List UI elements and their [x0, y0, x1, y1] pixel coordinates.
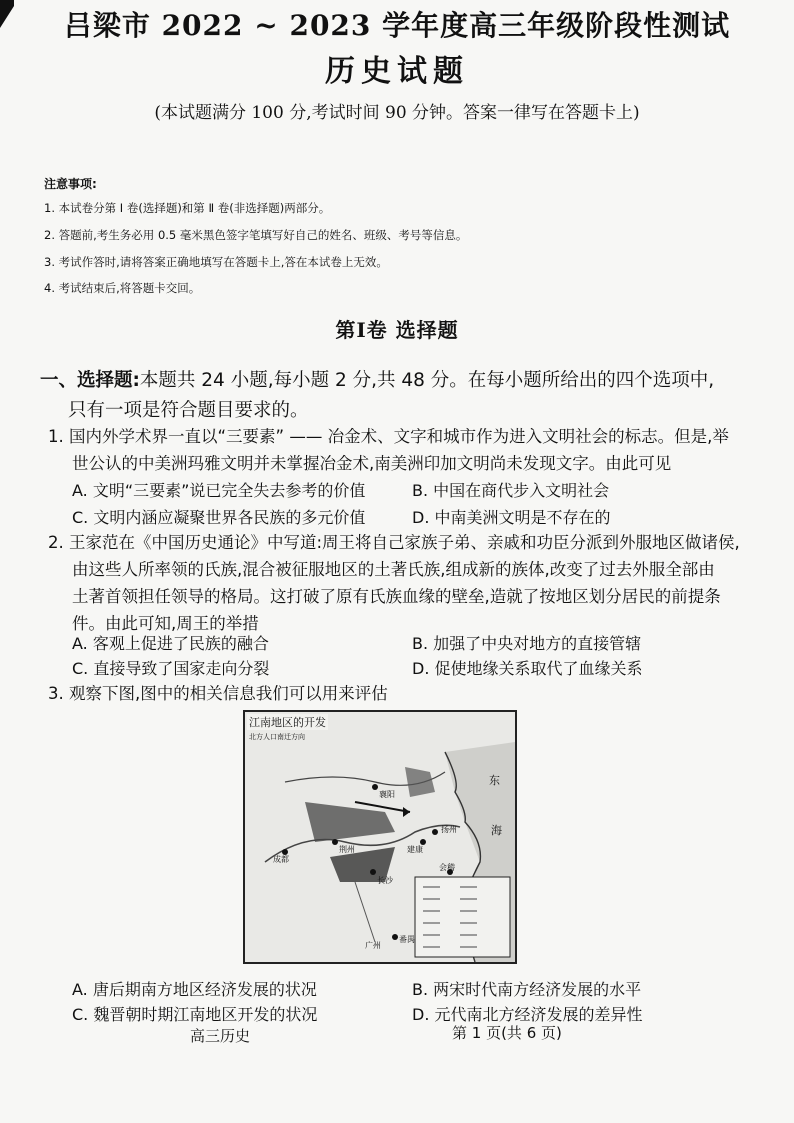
map-label: 东 [489, 774, 500, 787]
q1-option-d[interactable]: D. 中南美洲文明是不存在的 [412, 508, 611, 527]
exam-title: 吕梁市 2022 ~ 2023 学年度高三年级阶段性测试 [63, 9, 731, 42]
exam-instructions: (本试题满分 100 分,考试时间 90 分钟。答案一律写在答题卡上) [154, 103, 640, 123]
note-item: 4. 考试结束后,将答题卡交回。 [44, 281, 201, 295]
question-2-line: 件。由此可知,周王的举措 [72, 614, 259, 633]
q2-option-c[interactable]: C. 直接导致了国家走向分裂 [72, 659, 270, 678]
city-dot [372, 784, 378, 790]
q3-option-a[interactable]: A. 唐后期南方地区经济发展的状况 [72, 980, 317, 999]
migration-arrow [405, 767, 435, 797]
question-3 [48, 680, 768, 707]
map-label: 建康 [407, 845, 423, 854]
question-2-line: 2. 王家范在《中国历史通论》中写道:周王将自己家族子弟、亲戚和功臣分派到外服地区做诸侯, [48, 533, 740, 552]
q1-option-c[interactable]: C. 文明内涵应凝聚世界各民族的多元价值 [72, 508, 366, 527]
city-dot [432, 829, 438, 835]
question-1-line: 世公认的中美洲玛雅文明并未掌握冶金术,南美洲印加文明尚未发现文字。由此可见 [72, 454, 672, 473]
arrow-head [403, 807, 410, 817]
q3-option-c[interactable]: C. 魏晋朝时期江南地区开发的状况 [72, 1005, 318, 1024]
migration-arrow [305, 802, 395, 842]
footer-page-number: 第 1 页(共 6 页) [452, 1024, 562, 1042]
map-label: 会稽 [439, 863, 455, 872]
q1-option-a[interactable]: A. 文明“三要素”说已完全失去参考的价值 [72, 481, 366, 500]
note-item: 2. 答题前,考生务必用 0.5 毫米黑色签字笔填写好自己的姓名、班级、考号等信息。 [44, 228, 468, 242]
part-text-line1: 本题共 24 小题,每小题 2 分,共 48 分。在每小题所给出的四个选项中, [139, 370, 715, 391]
question-2 [48, 529, 768, 637]
section-title: 第Ⅰ卷 选择题 [335, 318, 459, 342]
note-item: 1. 本试卷分第 Ⅰ 卷(选择题)和第 Ⅱ 卷(非选择题)两部分。 [44, 201, 331, 215]
map-label: 广州 [365, 941, 381, 950]
map-label: 襄阳 [379, 790, 395, 799]
map-figure [245, 712, 515, 962]
q2-option-b[interactable]: B. 加强了中央对地方的直接管辖 [412, 634, 642, 653]
note-item: 3. 考试作答时,请将答案正确地填写在答题卡上,答在本试卷上无效。 [44, 255, 388, 269]
q3-option-d[interactable]: D. 元代南北方经济发展的差异性 [412, 1005, 643, 1024]
q2-option-d[interactable]: D. 促使地缘关系取代了血缘关系 [412, 659, 643, 678]
footer-subject: 高三历史 [190, 1027, 251, 1045]
city-dot [332, 839, 338, 845]
map-label: 成都 [273, 855, 289, 864]
q1-option-b[interactable]: B. 中国在商代步入文明社会 [412, 481, 610, 500]
notes-title: 注意事项: [44, 177, 97, 191]
city-dot [370, 869, 376, 875]
question-1 [48, 423, 768, 477]
map-label: 长沙 [377, 876, 393, 885]
xiang-river [355, 882, 375, 942]
map-label: 海 [491, 824, 502, 837]
city-dot [392, 934, 398, 940]
question-2-line: 土著首领担任领导的格局。这打破了原有氏族血缘的壁垒,造就了按地区划分居民的前提条 [72, 587, 721, 606]
map-label: 番禺 [399, 935, 415, 944]
jiangnan-development-map [243, 710, 517, 964]
map-title: 江南地区的开发 [249, 716, 326, 729]
question-3-line: 3. 观察下图,图中的相关信息我们可以用来评估 [48, 684, 388, 703]
exam-subject-title: 历史试题 [325, 54, 469, 89]
part-label: 一、选择题: [40, 370, 140, 391]
question-2-line: 由这些人所率领的氏族,混合被征服地区的土著氏族,组成新的族体,改变了过去外服全部由 [72, 560, 715, 579]
part-heading [40, 366, 760, 426]
map-label: 荆州 [339, 845, 355, 854]
part-text-line2: 只有一项是符合题目要求的。 [68, 400, 309, 421]
map-legend [415, 877, 510, 957]
q2-option-a[interactable]: A. 客观上促进了民族的融合 [72, 634, 269, 653]
q3-option-b[interactable]: B. 两宋时代南方经济发展的水平 [412, 980, 642, 999]
map-label: 扬州 [441, 825, 457, 834]
map-legend-note: 北方人口南迁方向 [249, 733, 305, 741]
question-1-line: 1. 国内外学术界一直以“三要素” —— 冶金术、文字和城市作为进入文明社会的标志。但是,举 [48, 427, 729, 446]
